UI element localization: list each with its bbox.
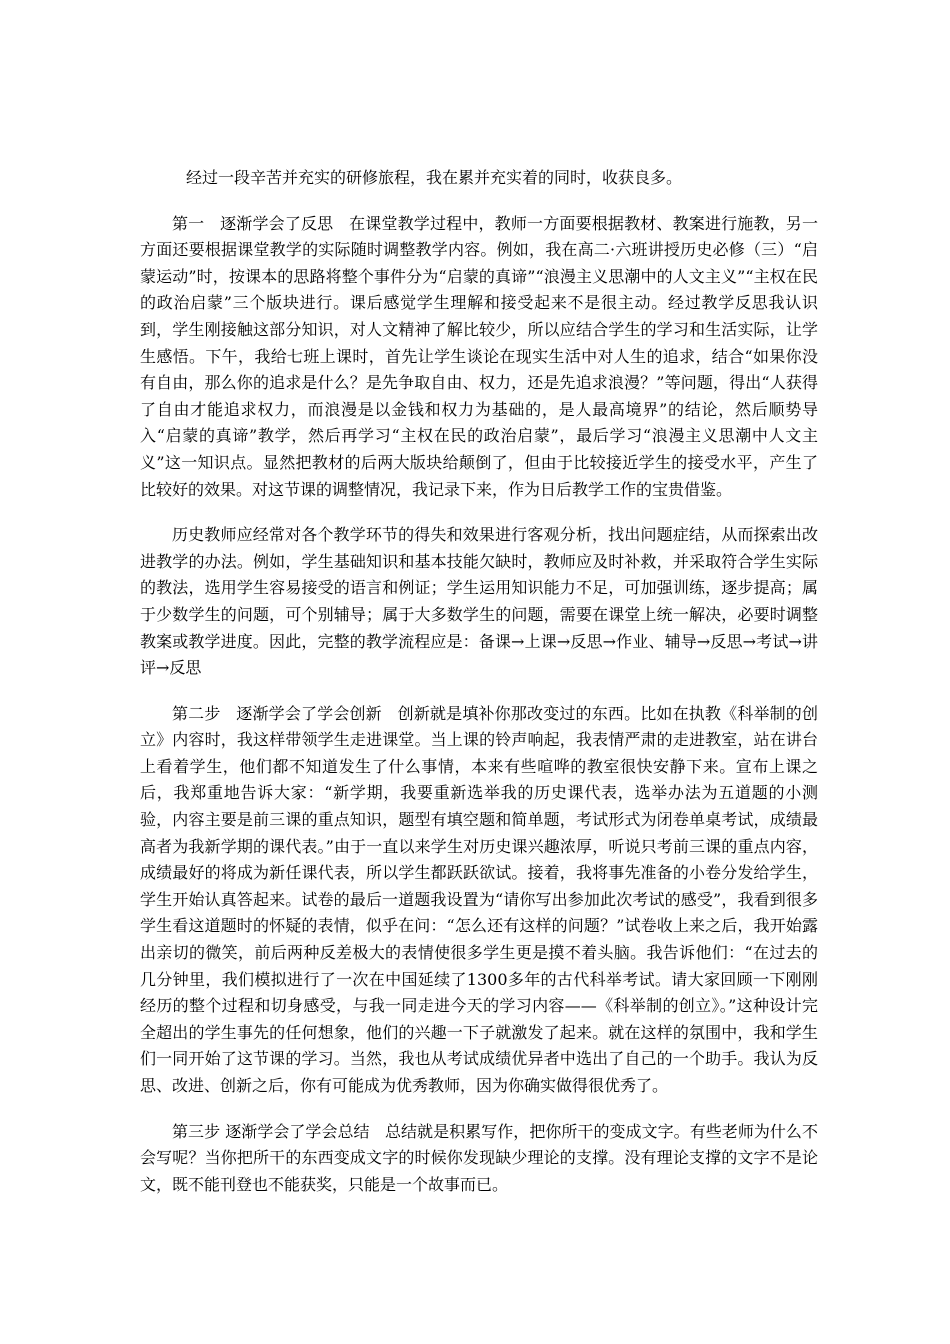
section-one-heading: 第一 逐渐学会了反思 <box>172 213 350 233</box>
document-body <box>140 165 818 1217</box>
section-three-text: 总结就是积累写作，把你所干的变成文字。有些老师为什么不会写呢？当你把所干的东西变成文字的时候你发现缺少理论的支撑。没有理论支撑的文字不是论文，既不能刊登也不能获奖，只能是一个故事而已。 <box>140 1121 818 1194</box>
intro-paragraph <box>140 165 818 192</box>
section-two-heading: 第二步 逐渐学会了学会创新 <box>172 703 398 723</box>
section-two-paragraph <box>140 701 818 1100</box>
reflection-method-paragraph <box>140 522 818 682</box>
section-three-paragraph <box>140 1119 818 1199</box>
section-one-text: 在课堂教学过程中，教师一方面要根据教材、教案进行施教，另一方面还要根据课堂教学的实际随时调整教学内容。例如，我在高二·六班讲授历史必修（三）“启蒙运动”时，按课本的思路将整个事件分为“启蒙的真谛”“浪漫主义思潮中的人文主义”“主权在民的政治启蒙”三个版块进行。课后感觉学生理解和接受起来不是很主动。经过教学反思我认识到，学生刚接触这部分知识，对人文精神了解比较少，所以应结合学生的学习和生活实际，让学生感悟。下午，我给七班上课时，首先让学生谈论在现实生活中对人生的追求，结合“如果你没有自由，那么你的追求是什么？是先争取自由、权力，还是先追求浪漫？”等问题，得出“人获得了自由才能追求权力，而浪漫是以金钱和权力为基础的，是人最高境界”的结论，然后顺势导入“启蒙的真谛”教学，然后再学习“主权在民的政治启蒙”，最后学习“浪漫主义思潮中人文主义”这一知识点。显然把教材的后两大版块给颠倒了，但由于比较接近学生的接受水平，产生了比较好的效果。对这节课的调整情况，我记录下来，作为日后教学工作的宝贵借鉴。 <box>140 213 818 499</box>
section-one-paragraph <box>140 211 818 504</box>
section-three-heading: 第三步 逐渐学会了学会总结 <box>172 1121 385 1141</box>
section-two-text: 创新就是填补你那改变过的东西。比如在执教《科举制的创立》内容时，我这样带领学生走进课堂。当上课的铃声响起，我表情严肃的走进教室，站在讲台上看着学生，他们都不知道发生了什么事情，本来有些喧哗的教室很快安静下来。宣布上课之后，我郑重地告诉大家：“新学期，我要重新选举我的历史课代表，选举办法为五道题的小测验，内容主要是前三课的重点知识，题型有填空题和简单题，考试形式为闭卷单桌考试，成绩最高者为我新学期的课代表。”由于一直以来学生对历史课兴趣浓厚，听说只考前三课的重点内容，成绩最好的将成为新任课代表，所以学生都跃跃欲试。接着，我将事先准备的小卷分发给学生，学生开始认真答起来。试卷的最后一道题我设置为“请你写出参加此次考试的感受”，我看到很多学生看这道题时的怀疑的表情，似乎在问：“怎么还有这样的问题？”试卷收上来之后，我开始露出亲切的微笑，前后两种反差极大的表情使很多学生更是摸不着头脑。我告诉他们：“在过去的几分钟里，我们模拟进行了一次在中国延续了1300多年的古代科举考试。请大家回顾一下刚刚经历的整个过程和切身感受，与我一同走进今天的学习内容——《科举制的创立》。”这种设计完全超出的学生事先的任何想象，他们的兴趣一下子就激发了起来。就在这样的氛围中，我和学生们一同开始了这节课的学习。当然，我也从考试成绩优异者中选出了自己的一个助手。我认为反思、改进、创新之后，你有可能成为优秀教师，因为你确实做得很优秀了。 <box>140 703 818 1095</box>
intro-text: 经过一段辛苦并充实的研修旅程，我在累并充实着的同时，收获良多。 <box>186 168 683 187</box>
reflection-method-text: 历史教师应经常对各个教学环节的得失和效果进行客观分析，找出问题症结，从而探索出改进教学的办法。例如，学生基础知识和基本技能欠缺时，教师应及时补救，并采取符合学生实际的教法，选用学生容易接受的语言和例证；学生运用知识能力不足，可加强训练，逐步提高；属于少数学生的问题，可个别辅导；属于大多数学生的问题，需要在课堂上统一解决，必要时调整教案或教学进度。因此，完整的教学流程应是：备课→上课→反思→作业、辅导→反思→考试→讲评→反思 <box>140 525 818 678</box>
